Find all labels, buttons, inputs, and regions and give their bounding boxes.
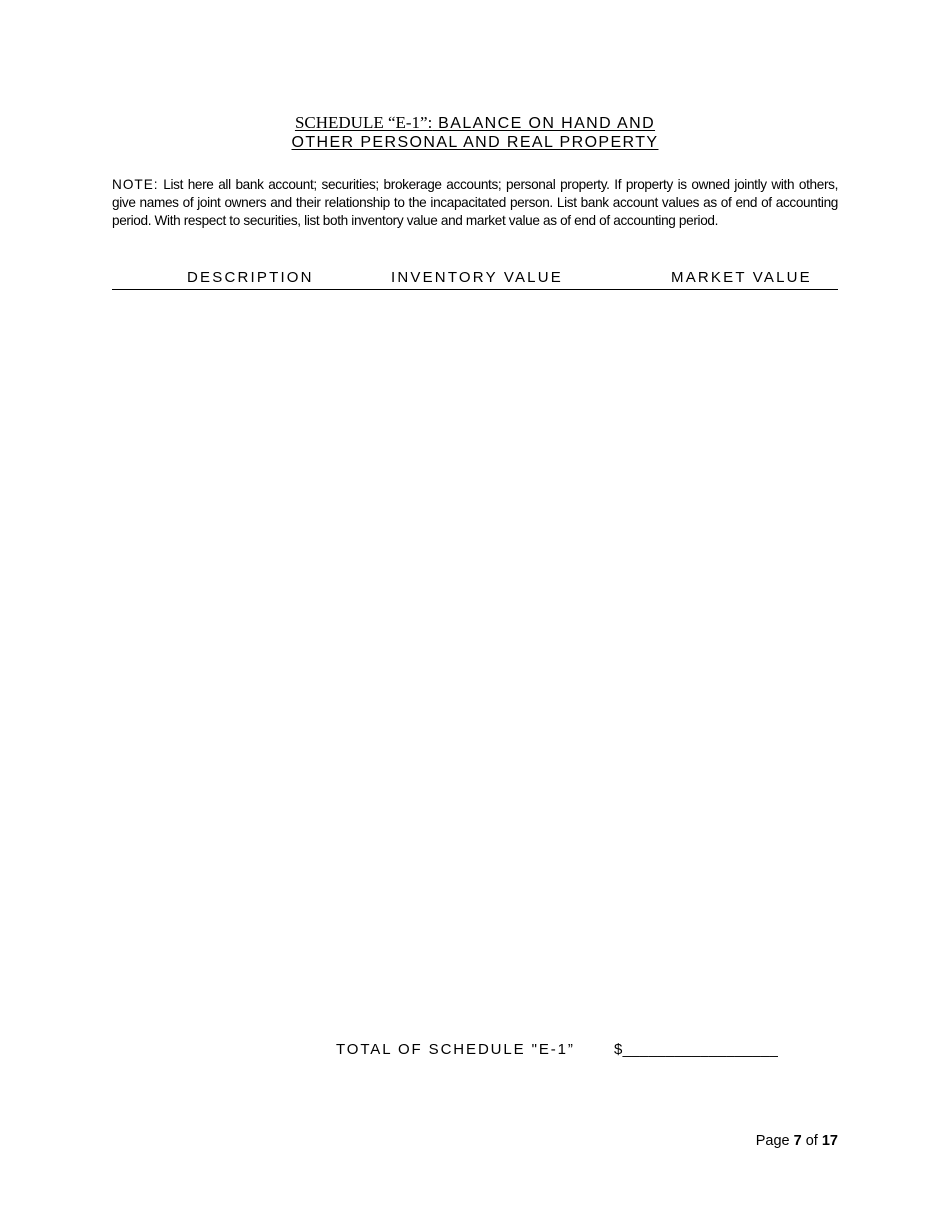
page-number-footer [756,1133,838,1149]
schedule-title-rest: BALANCE ON HAND AND [432,115,656,132]
note-label: NOTE: [112,177,159,192]
schedule-title-line1 [0,113,950,134]
page-word: Page [755,1133,794,1149]
total-pages-number: 17 [821,1133,838,1149]
schedule-title-line2 [0,133,950,153]
total-amount-field[interactable]: $__________________ [614,1041,779,1058]
schedule-title-line2-text: OTHER PERSONAL AND REAL PROPERTY [291,134,659,151]
total-label: TOTAL OF SCHEDULE "E-1” [336,1041,575,1058]
note-text: List here all bank account; securities; brokerage accounts; personal property. If property is owned jointly with others, give names of joint owners and their relationship to the incapacitated person. List bank account values as of end of accounting period. With respect to securities, list both inventory value and market value as of end of accounting period. [112,177,838,228]
column-header-row [112,269,838,290]
column-header-market-value: MARKET VALUE [671,269,812,286]
current-page-number: 7 [793,1133,802,1149]
column-header-description: DESCRIPTION [187,269,314,286]
schedule-title-prefix: SCHEDULE “E-1”: [294,113,433,132]
of-word: of [801,1133,822,1149]
instructions-note [112,176,838,230]
column-header-inventory-value: INVENTORY VALUE [391,269,563,286]
